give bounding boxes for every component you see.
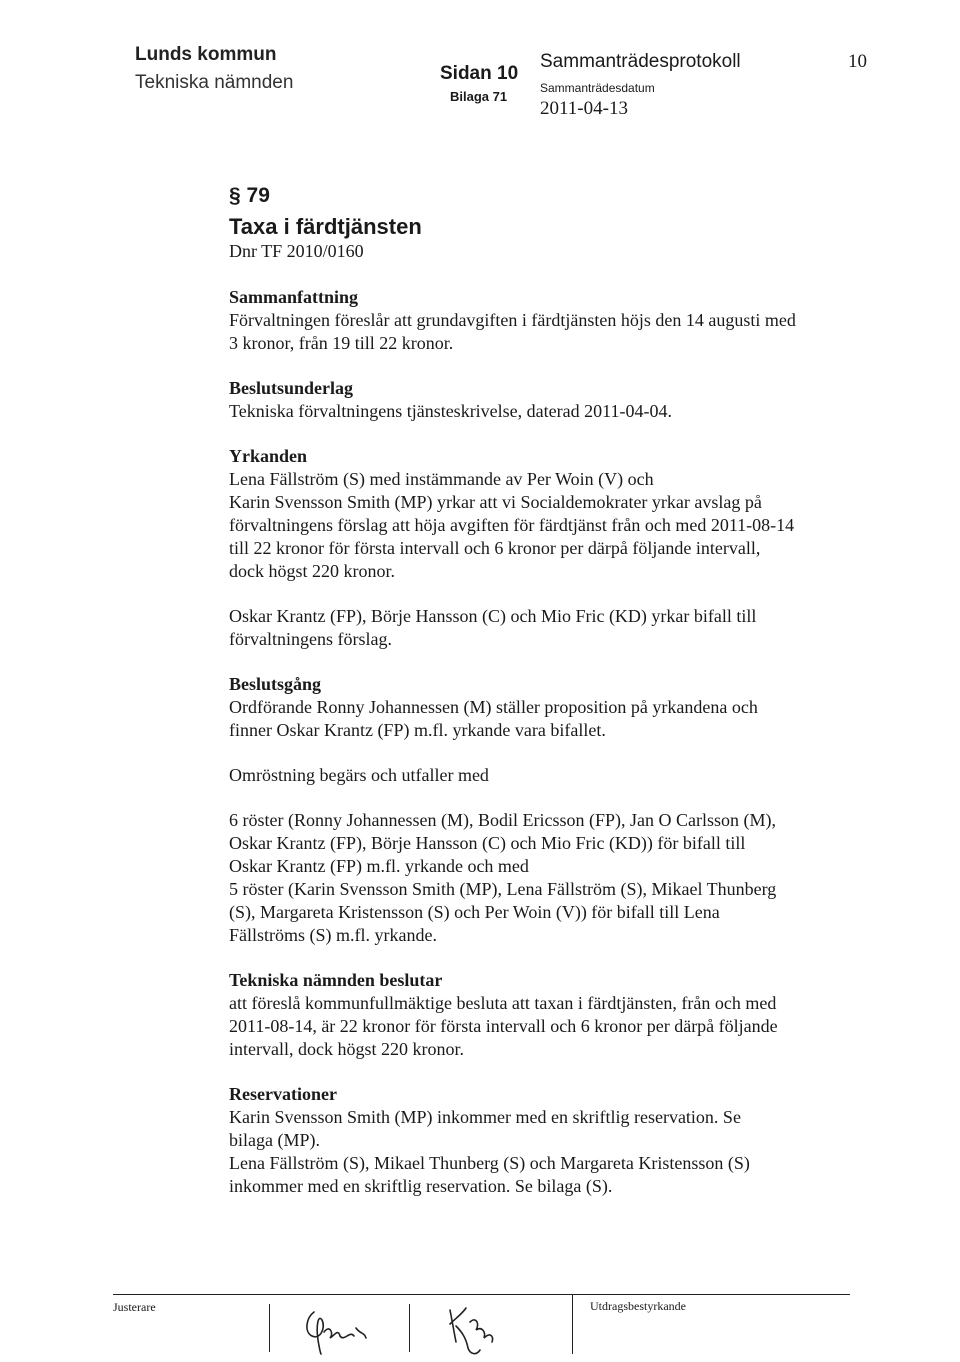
extract-certification-label: Utdragsbestyrkande [590, 1299, 686, 1313]
summary-section [229, 286, 869, 355]
meeting-date-label: Sammanträdesdatum [540, 81, 655, 95]
signature-1 [300, 1306, 375, 1356]
text-line: Lena Fällström (S), Mikael Thunberg (S) och Margareta Kristensson (S) [229, 1153, 750, 1173]
protocol-title: Sammanträdesprotokoll [540, 51, 741, 72]
reservations-heading: Reservationer [229, 1084, 337, 1104]
text-line: bilaga (MP). [229, 1130, 320, 1150]
text-line: att föreslå kommunfullmäktige besluta att taxan i färdtjänsten, från och med [229, 993, 777, 1013]
organization-name: Lunds kommun [135, 44, 277, 65]
signature-divider [269, 1304, 270, 1352]
decision-heading: Tekniska nämnden beslutar [229, 970, 443, 990]
signature-2 [440, 1302, 510, 1358]
decision-section [229, 969, 869, 1061]
adjuster-label: Justerare [113, 1300, 156, 1314]
basis-heading: Beslutsunderlag [229, 378, 354, 398]
text-line: Ordförande Ronny Johannessen (M) ställer proposition på yrkandena och [229, 697, 758, 717]
motions-heading: Yrkanden [229, 446, 308, 466]
text-line: Karin Svensson Smith (MP) inkommer med en skriftlig reservation. Se [229, 1107, 741, 1127]
summary-text [229, 309, 869, 355]
text-line: intervall, dock högst 220 kronor. [229, 1039, 464, 1059]
motions-text-2 [229, 605, 869, 651]
text-line: (S), Margareta Kristensson (S) och Per Woin (V)) för bifall till Lena [229, 902, 720, 922]
text-line: 3 kronor, från 19 till 22 kronor. [229, 333, 454, 353]
page-label: Sidan 10 [440, 63, 519, 84]
section-number: § 79 [229, 184, 270, 207]
text-line: förvaltningens förslag. [229, 629, 392, 649]
text-line: Karin Svensson Smith (MP) yrkar att vi Socialdemokrater yrkar avslag på [229, 492, 762, 512]
basis-section [229, 377, 869, 423]
text-line: förvaltningens förslag att höja avgiften för färdtjänst från och med 2011-08-14 [229, 515, 795, 535]
reservations-text [229, 1106, 869, 1198]
signature-divider [572, 1294, 573, 1354]
footer-rule [113, 1294, 850, 1295]
decision-text [229, 992, 869, 1061]
text-line: Förvaltningen föreslår att grundavgiften i färdtjänsten höjs den 14 augusti med [229, 310, 796, 330]
vote-result [229, 809, 869, 947]
signature-divider [409, 1304, 410, 1352]
protocol-body [229, 286, 869, 1220]
procedure-section [229, 673, 869, 947]
diary-number: Dnr TF 2010/0160 [229, 241, 364, 261]
page-number: 10 [848, 51, 867, 72]
appendix-label: Bilaga 71 [450, 89, 508, 104]
reservations-section [229, 1083, 869, 1198]
text-line: Fällströms (S) m.fl. yrkande. [229, 925, 437, 945]
vote-intro: Omröstning begärs och utfaller med [229, 765, 489, 785]
text-line: Oskar Krantz (FP), Börje Hansson (C) och Mio Fric (KD) yrkar bifall till [229, 606, 757, 626]
text-line: finner Oskar Krantz (FP) m.fl. yrkande vara bifallet. [229, 720, 606, 740]
motions-section [229, 445, 869, 651]
text-line: Lena Fällström (S) med instämmande av Per Woin (V) och [229, 469, 654, 489]
text-line: 2011-08-14, är 22 kronor för första intervall och 6 kronor per därpå följande [229, 1016, 778, 1036]
text-line: dock högst 220 kronor. [229, 561, 395, 581]
text-line: 5 röster (Karin Svensson Smith (MP), Lena Fällström (S), Mikael Thunberg [229, 879, 777, 899]
text-line: Oskar Krantz (FP), Börje Hansson (C) och Mio Fric (KD)) för bifall till [229, 833, 746, 853]
text-line: Tekniska förvaltningens tjänsteskrivelse, daterad 2011-04-04. [229, 401, 672, 421]
motions-text [229, 468, 869, 583]
text-line: till 22 kronor för första intervall och 6 kronor per därpå följande intervall, [229, 538, 761, 558]
summary-heading: Sammanfattning [229, 287, 359, 307]
text-line: Oskar Krantz (FP) m.fl. yrkande och med [229, 856, 529, 876]
section-title: Taxa i färdtjänsten [229, 214, 422, 239]
procedure-heading: Beslutsgång [229, 674, 322, 694]
basis-text [229, 400, 869, 423]
procedure-text [229, 696, 869, 742]
text-line: inkommer med en skriftlig reservation. Se bilaga (S). [229, 1176, 613, 1196]
text-line: 6 röster (Ronny Johannessen (M), Bodil Ericsson (FP), Jan O Carlsson (M), [229, 810, 776, 830]
meeting-date: 2011-04-13 [540, 98, 628, 119]
department-name: Tekniska nämnden [135, 72, 294, 93]
